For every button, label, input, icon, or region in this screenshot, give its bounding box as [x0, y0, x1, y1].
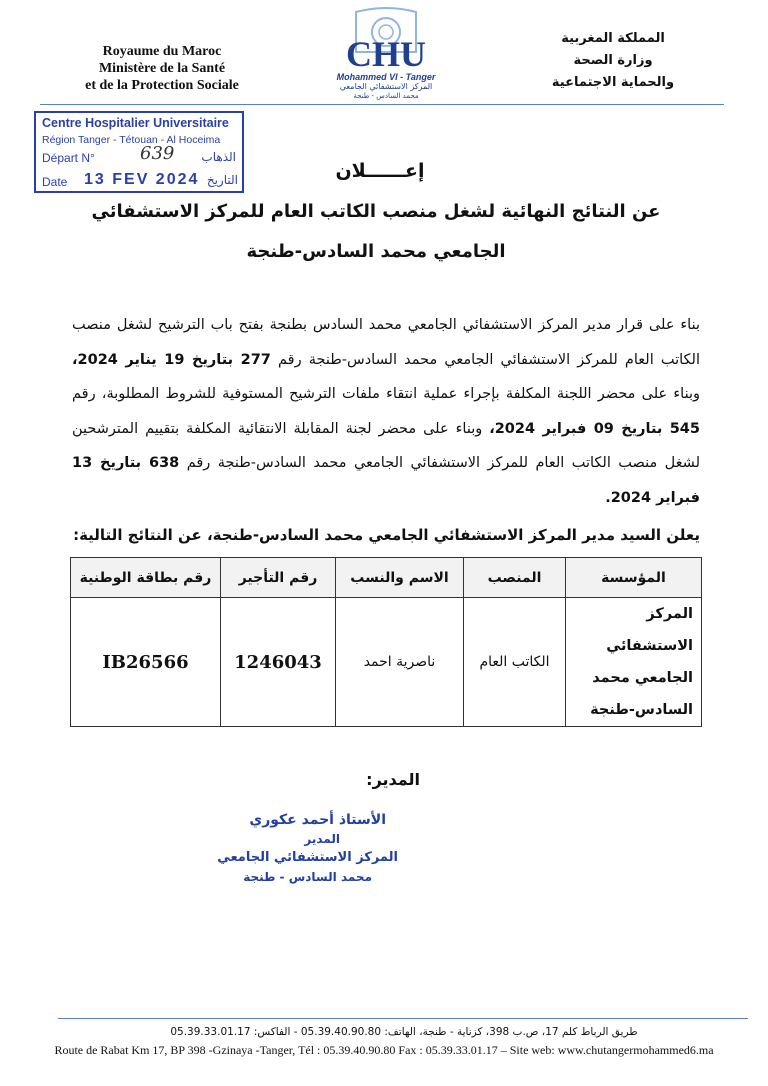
logo-sub-latin: Mohammed VI - Tanger: [336, 72, 436, 82]
stamp-date-value: 13 FEV 2024: [84, 171, 200, 188]
stamp-number: 639: [140, 143, 175, 164]
signature-line1: الأستاذ أحمد عكوري: [249, 812, 386, 828]
stamp-depart-label: Départ N°: [42, 151, 95, 165]
stamp-line1: Centre Hospitalier Universitaire: [42, 116, 229, 130]
table-row: [71, 598, 702, 727]
header-french: [62, 43, 262, 94]
signature-line2: المدير: [304, 832, 340, 846]
col-cin: رقم بطاقة الوطنية: [71, 558, 221, 598]
body-bold3: 638 بتاريخ 13 فبراير 2024.: [72, 455, 700, 506]
col-name: الاسم والنسب: [336, 558, 464, 598]
page-subtitle: عن النتائج النهائية لشغل منصب الكاتب العام للمركز الاستشفائي الجامعي محمد السادس-طنجة: [91, 201, 661, 262]
header-divider: [40, 104, 724, 105]
footer-divider: [58, 1018, 748, 1019]
logo-sub-arabic-city: محمد السادس - طنجة: [353, 92, 419, 100]
stamp-date-label: Date: [42, 175, 68, 189]
logo-sub-arabic: المركز الاستشفائي الجامعي: [339, 82, 433, 91]
header-ar-line2: وزارة الصحة: [573, 53, 653, 68]
signature-line3: المركز الاستشفائي الجامعي: [217, 850, 398, 865]
director-signature-stamp: [200, 812, 400, 894]
body-part3: وبناء على محضر لجنة المقابلة الانتقائية المكلفة بتقييم المترشحين لشغل منصب الكاتب العام للمركز الاستشفائي الجامعي محمد السادس-طنجة رقم: [72, 420, 700, 471]
institution-line2: الجامعي محمد: [592, 670, 693, 686]
header-fr-line1: Royaume du Maroc: [102, 44, 222, 59]
footer-arabic: طريق الرباط كلم 17، ص.ب 398، كزناية - طنجة، الهاتف: 05.39.40.90.80 - الفاكس: 05.39.33.01.17: [170, 1026, 638, 1038]
reception-stamp: [34, 111, 244, 193]
signature-line4: محمد السادس - طنجة: [243, 870, 372, 884]
results-table: [70, 557, 702, 727]
cell-institution: [566, 598, 702, 727]
stamp-depart-ar: الذهاب: [201, 150, 236, 164]
header-fr-line2: Ministère de la Santé: [98, 61, 226, 76]
cell-payroll: 1246043: [221, 598, 336, 727]
col-institution: المؤسسة: [566, 558, 702, 598]
page-title: إعــــــلان: [335, 160, 425, 182]
header-arabic: [518, 28, 708, 94]
chu-logo-icon: [322, 6, 450, 72]
cell-post: الكاتب العام: [464, 598, 566, 727]
chu-logo: [322, 6, 450, 102]
col-payroll: رقم التأجير: [221, 558, 336, 598]
institution-line1: المركز الاستشفائي: [606, 606, 693, 654]
header-ar-line3: والحماية الاجتماعية: [551, 75, 675, 90]
body-part2: وبناء على محضر اللجنة المكلفة بإجراء عملية انتقاء ملفات الترشيح المستوفية للشروط المطلوبة، رقم: [72, 386, 700, 402]
body-part1: بناء على قرار مدير المركز الاستشفائي الجامعي محمد السادس بطنجة بفتح باب الترشيح لشغل منصب الكاتب العام للمركز الاستشفائي الجامعي محمد السادس-طنجة رقم: [72, 317, 700, 368]
institution-line3: السادس-طنجة: [590, 702, 693, 718]
body-paragraph: [72, 308, 700, 515]
header-fr-line3: et de la Protection Sociale: [85, 78, 239, 93]
body-bold2: 545 بتاريخ 09 فبراير 2024،: [489, 420, 700, 437]
cell-name: ناصرية احمد: [336, 598, 464, 727]
footer-french: Route de Rabat Km 17, BP 398 -Gzinaya -Tanger, Tél : 05.39.40.90.80 Fax : 05.39.33.01.17 – Site web: www.chutangermohammed6.ma: [54, 1043, 714, 1057]
stamp-date-ar: التاريخ: [206, 173, 238, 187]
table-header-row: [71, 558, 702, 598]
director-label: المدير:: [366, 770, 420, 789]
cell-cin: IB26566: [71, 598, 221, 727]
header-ar-line1: المملكة المغربية: [561, 31, 665, 46]
announcement-line: يعلن السيد مدير المركز الاستشفائي الجامعي محمد السادس-طنجة، عن النتائج التالية:: [73, 526, 700, 544]
col-post: المنصب: [464, 558, 566, 598]
stamp-line2: Région Tanger - Tétouan - Al Hoceima: [42, 134, 221, 146]
body-bold1: 277 بتاريخ 19 يناير 2024،: [72, 351, 271, 368]
logo-text: CHU: [346, 34, 426, 72]
